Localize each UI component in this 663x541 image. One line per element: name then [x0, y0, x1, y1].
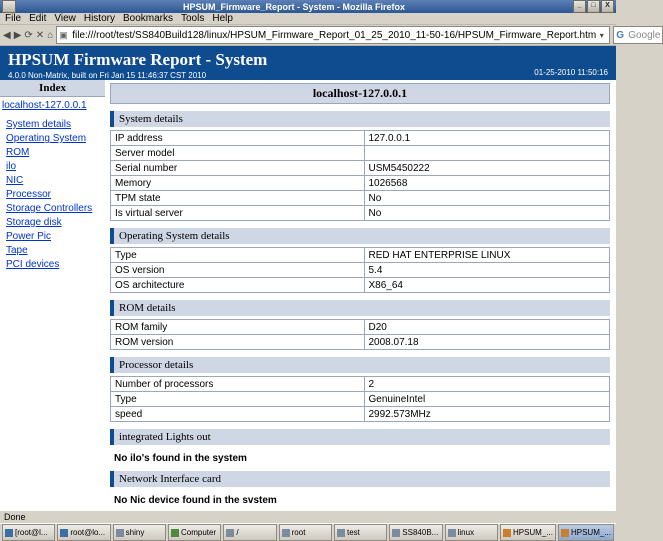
sidebar-link-pci-devices[interactable]: PCI devices — [6, 259, 60, 270]
address-bar[interactable] — [56, 26, 610, 44]
taskbar-item-label: root@lo... — [70, 528, 106, 537]
terminal-icon — [5, 529, 13, 537]
menu-edit[interactable]: Edit — [29, 13, 47, 24]
sidebar-link-operating-system[interactable]: Operating System — [6, 133, 87, 144]
sidebar-item-power-pic[interactable] — [6, 229, 105, 243]
reload-icon[interactable]: ⟳ — [24, 29, 33, 41]
ilo-empty-note: No ilo's found in the system — [114, 453, 247, 464]
cell-key: IP address — [111, 131, 365, 146]
table-processor-details — [110, 376, 610, 422]
table-rom-details — [110, 319, 610, 350]
build-info: 4.0.0 Non-Matrix, built on Fri Jan 15 11:46:37 CST 2010 — [8, 71, 207, 80]
nic-empty-note: No Nic device found in the svstem — [114, 495, 277, 506]
cell-key: speed — [111, 407, 365, 422]
page-title: HPSUM Firmware Report - System — [8, 50, 268, 69]
cell-value: No — [364, 206, 610, 221]
taskbar-item[interactable] — [168, 524, 221, 541]
menu-bookmarks[interactable]: Bookmarks — [122, 13, 173, 24]
sidebar-link-power-pic[interactable]: Power Pic — [6, 231, 52, 242]
folder-icon — [282, 529, 290, 537]
cell-value: 2 — [364, 377, 610, 392]
back-icon[interactable]: ◀ — [3, 29, 11, 41]
sidebar-item-rom[interactable] — [6, 145, 105, 159]
index-sidebar — [0, 80, 106, 510]
taskbar-item[interactable] — [445, 524, 498, 541]
navigation-toolbar — [0, 25, 661, 46]
home-icon[interactable]: ⌂ — [47, 29, 54, 41]
sidebar-item-operating-system[interactable] — [6, 131, 105, 145]
sidebar-list — [0, 117, 105, 271]
folder-icon — [226, 529, 234, 537]
section-title-os-details: Operating System details — [110, 228, 610, 244]
cell-value: USM5450222 — [364, 161, 610, 176]
table-row — [111, 278, 610, 293]
cell-key: TPM state — [111, 191, 365, 206]
search-bar[interactable] — [613, 26, 663, 44]
taskbar-item[interactable] — [389, 524, 442, 541]
sidebar-link-processor[interactable]: Processor — [6, 189, 52, 200]
taskbar-item[interactable] — [2, 524, 55, 541]
report-body — [0, 80, 616, 510]
index-header: Index — [0, 80, 105, 97]
taskbar-item-label: HPSUM_... — [570, 528, 611, 537]
cell-value: 5.4 — [364, 263, 610, 278]
forward-icon[interactable]: ▶ — [13, 29, 22, 41]
sidebar-link-ilo[interactable]: ilo — [6, 161, 17, 172]
taskbar-item-label: SS840B... — [402, 528, 439, 537]
status-bar: Done — [0, 510, 616, 523]
cell-key: OS version — [111, 263, 365, 278]
cell-key: Serial number — [111, 161, 365, 176]
cell-key: Memory — [111, 176, 365, 191]
table-row — [111, 320, 610, 335]
report-main — [106, 80, 616, 510]
taskbar-item-label: / — [236, 528, 239, 537]
firefox-icon — [503, 529, 511, 537]
taskbar-item-active[interactable] — [558, 524, 614, 541]
menu-help[interactable]: Help — [212, 13, 233, 24]
sidebar-link-rom[interactable]: ROM — [6, 147, 30, 158]
folder-icon — [116, 529, 124, 537]
section-title-processor-details: Processor details — [110, 357, 610, 373]
folder-icon — [448, 529, 456, 537]
sidebar-item-pci-devices[interactable] — [6, 257, 105, 271]
maximize-button[interactable]: □ — [587, 0, 600, 13]
taskbar-item[interactable] — [113, 524, 166, 541]
taskbar-item-label: linux — [457, 528, 475, 537]
cell-value: 127.0.0.1 — [364, 131, 610, 146]
cell-key: ROM version — [111, 335, 365, 350]
table-os-details — [110, 247, 610, 293]
cell-value — [364, 146, 610, 161]
table-row — [111, 161, 610, 176]
taskbar-item-label: [root@l... — [15, 528, 48, 537]
table-row — [111, 131, 610, 146]
menu-file[interactable]: File — [5, 13, 22, 24]
cell-value: 1026568 — [364, 176, 610, 191]
table-row — [111, 176, 610, 191]
sidebar-link-tape[interactable]: Tape — [6, 245, 28, 256]
window-menu-icon[interactable] — [2, 0, 16, 13]
taskbar-item[interactable] — [334, 524, 387, 541]
sidebar-item-ilo[interactable] — [6, 159, 105, 173]
page-icon: ▣ — [59, 29, 68, 40]
folder-icon — [392, 529, 400, 537]
taskbar-item-label: test — [346, 528, 360, 537]
cell-key: ROM family — [111, 320, 365, 335]
window-titlebar — [0, 0, 616, 13]
cell-key: Number of processors — [111, 377, 365, 392]
sidebar-item-nic[interactable] — [6, 173, 105, 187]
taskbar — [0, 523, 616, 541]
taskbar-item[interactable] — [500, 524, 556, 541]
table-row — [111, 377, 610, 392]
folder-icon — [337, 529, 345, 537]
taskbar-item[interactable] — [57, 524, 110, 541]
menu-view[interactable]: View — [54, 13, 76, 24]
table-row — [111, 407, 610, 422]
table-row — [111, 392, 610, 407]
section-title-rom-details: ROM details — [110, 300, 610, 316]
window-title: HPSUM_Firmware_Report - System - Mozilla Firefox — [182, 1, 406, 12]
section-title-system-details: System details — [110, 111, 610, 127]
menu-tools[interactable]: Tools — [181, 13, 205, 24]
sidebar-item-system-details[interactable] — [6, 117, 105, 131]
chevron-down-icon[interactable]: ▾ — [599, 30, 604, 40]
table-system-details — [110, 130, 610, 221]
sidebar-link-storage-disk[interactable]: Storage disk — [6, 217, 62, 228]
report-timestamp: 01-25-2010 11:50:16 — [534, 68, 608, 77]
taskbar-item[interactable] — [279, 524, 332, 541]
computer-icon — [171, 529, 179, 537]
section-title-nic: Network Interface card — [110, 471, 610, 487]
terminal-icon — [60, 529, 68, 537]
cell-value: D20 — [364, 320, 610, 335]
sidebar-item-storage-controllers[interactable] — [6, 201, 105, 215]
minimize-button[interactable]: _ — [573, 0, 586, 13]
cell-value: GenuineIntel — [364, 392, 610, 407]
cell-key: Type — [111, 392, 365, 407]
cell-value: No — [364, 191, 610, 206]
sidebar-item-storage-disk[interactable] — [6, 215, 105, 229]
cell-value: 2992.573MHz — [364, 407, 610, 422]
table-row — [111, 263, 610, 278]
sidebar-root-link[interactable]: localhost-127.0.0.1 — [2, 100, 87, 111]
table-row — [111, 206, 610, 221]
cell-key: Type — [111, 248, 365, 263]
search-input-placeholder: Google — [628, 29, 661, 41]
cell-key: Is virtual server — [111, 206, 365, 221]
taskbar-item-label: shiny — [125, 528, 145, 537]
taskbar-item[interactable] — [223, 524, 276, 541]
menu-history[interactable]: History — [83, 13, 115, 24]
firefox-icon — [561, 529, 569, 537]
sidebar-link-nic[interactable]: NIC — [6, 175, 24, 186]
report-banner — [0, 46, 616, 80]
cell-key: OS architecture — [111, 278, 365, 293]
sidebar-item-tape[interactable] — [6, 243, 105, 257]
search-engine-icon[interactable]: G — [616, 29, 624, 41]
host-header: localhost-127.0.0.1 — [110, 83, 610, 104]
table-row — [111, 146, 610, 161]
sidebar-item-root[interactable] — [0, 97, 105, 113]
cell-key: Server model — [111, 146, 365, 161]
table-row — [111, 248, 610, 263]
cell-value: X86_64 — [364, 278, 610, 293]
section-title-ilo: integrated Lights out — [110, 429, 610, 445]
address-bar-value: file:///root/test/SS840Build128/linux/HPSUM_Firmware_Report_01_25_2010_11-50-16/HPSUM_Firmware_Report.htm — [72, 29, 597, 41]
table-row — [111, 191, 610, 206]
table-row — [111, 335, 610, 350]
taskbar-item-label: root — [291, 528, 306, 537]
stop-icon[interactable]: ✕ — [35, 29, 45, 41]
sidebar-link-storage-controllers[interactable]: Storage Controllers — [6, 203, 93, 214]
page-content — [0, 46, 616, 510]
sidebar-item-processor[interactable] — [6, 187, 105, 201]
taskbar-item-label: Computer — [180, 528, 217, 537]
taskbar-item-label: HPSUM_... — [512, 528, 553, 537]
sidebar-link-system-details[interactable]: System details — [6, 119, 72, 130]
close-button[interactable]: X — [601, 0, 614, 13]
menubar — [0, 13, 616, 25]
cell-value: RED HAT ENTERPRISE LINUX — [364, 248, 610, 263]
cell-value: 2008.07.18 — [364, 335, 610, 350]
